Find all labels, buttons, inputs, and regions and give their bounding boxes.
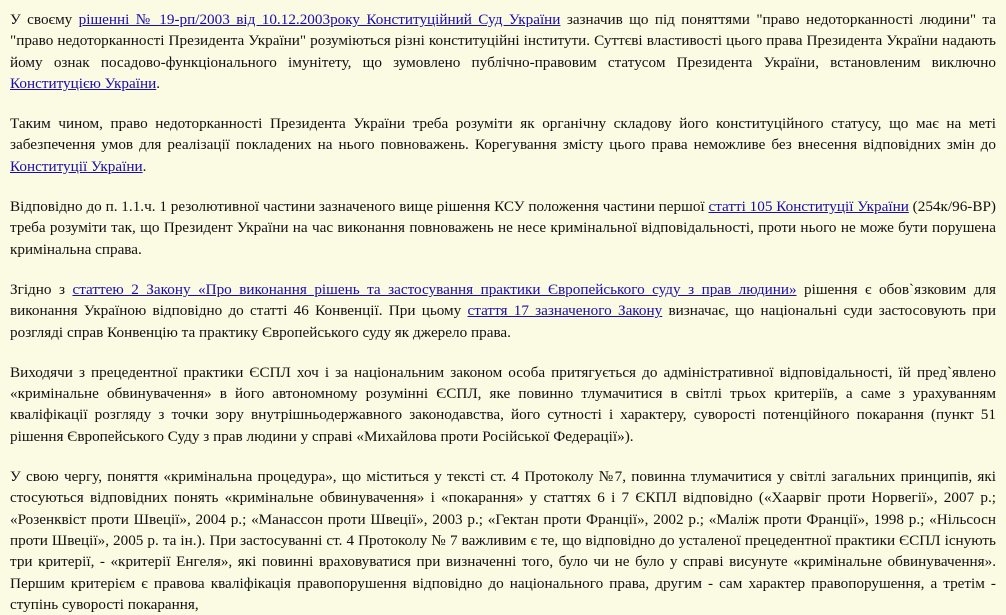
paragraph-3 <box>10 196 996 260</box>
paragraph-text: визначає, що національні суди застосовують при розгляді справ Конвенцію та практику Європейського суду як джерело права. <box>10 302 996 341</box>
paragraph-text: Виходячи з прецедентної практики ЄСПЛ хоч і за національним законом особа притягується до адміністративної відповідальності, їй пред`явлено «кримінальне обвинувачення» в його автономному розумінні ЄСПЛ, яке повинно тлумачитися в світлі трьох критеріїв, а саме з урахуванням кваліфікації розгляду з точки зору внутрішньодержавного законодавства, його сутності і характеру, суворості потенційного покарання (пункт 51 рішення Європейського Суду з прав людини у справі «Михайлова проти Російської Федерації»). <box>10 363 996 445</box>
paragraph-5 <box>10 362 996 447</box>
paragraph-text: У свою чергу, поняття «кримінальна процедура», що міститься у тексті ст. 4 Протоколу №7, повинна тлумачитися у світлі загальних принципів, які стосуються відповідних понять «кримінальне обвинувачення» і «покарання» у статтях 6 і 7 ЄКПЛ відповідно («Хаарвіг проти Норвегії», 2007 р.; «Розенквіст проти Швеції», 2004 р.; «Манассон проти Швеції», 2003 р.; «Гектан проти Франції», 2002 р.; «Маліж проти Франції», 1998 р.; «Нільсосн проти Швеції», 2005 р. та ін.). При застосуванні ст. 4 Протоколу № 7 важливим є те, що відповідно до усталеної прецедентної практики ЄСПЛ існують три критерії, - «критерії Енгеля», які повинні враховуватися при визначенні того, було чи не було у справі висунуте «кримінальне обвинувачення». Першим критерієм є правова кваліфікація правопорушення відповідно до національного права, другим - сам характер правопорушення, а третім - ступінь суворості покарання, <box>10 468 996 613</box>
paragraph-text: рішення є обов`язковим для виконання Україною відповідно до статті 46 Конвенції. При цьому <box>10 280 996 320</box>
paragraph-text: . <box>156 74 161 92</box>
paragraph-2 <box>10 113 996 177</box>
paragraph-1 <box>10 9 996 94</box>
paragraph-text: . <box>142 157 147 175</box>
paragraph-6 <box>10 466 996 615</box>
paragraph-4 <box>10 279 996 343</box>
paragraph-text: (254к/96-ВР) треба розуміти так, що Президент України на час виконання повноважень не несе кримінальної відповідальності, проти нього не може бути порушена кримінальна справа. <box>10 198 996 258</box>
legal-reference-link[interactable]: статтею 2 Закону «Про виконання рішень та застосування практики Європейського суду з прав людини» <box>72 280 797 298</box>
paragraph-text: Відповідно до п. 1.1.ч. 1 резолютивної частини зазначеного вище рішення КСУ положення частини першої <box>10 198 709 216</box>
legal-reference-link[interactable]: Конституцією України <box>10 74 157 92</box>
paragraph-text: У своєму <box>10 11 79 28</box>
paragraph-text: Таким чином, право недоторканності Президента України треба розуміти як органічну складову його конституційного статусу, що має на меті забезпечення умов для реалізації покладених на нього повноважень. Корегування змісту цього права неможливе без внесення відповідних змін до <box>10 115 996 154</box>
legal-reference-link[interactable]: Конституції України <box>10 157 143 175</box>
legal-reference-link[interactable]: статті 105 Конституції України <box>708 198 909 216</box>
legal-reference-link[interactable]: стаття 17 зазначеного Закону <box>467 302 663 320</box>
legal-reference-link[interactable]: рішенні № 19-рп/2003 від 10.12.2003року Конституційний Суд України <box>78 11 561 28</box>
paragraph-text: Згідно з <box>10 280 73 298</box>
paragraph-text: зазначив що під поняттями "право недоторканності людини" та "право недоторканності Президента України" розуміються різні конституційні інститути. Суттєві властивості цього права Президента України надають йому ознак посадово-функціонального імунітету, що зумовлено публічно-правовим статусом Президента України, встановленим виключно <box>10 11 996 71</box>
